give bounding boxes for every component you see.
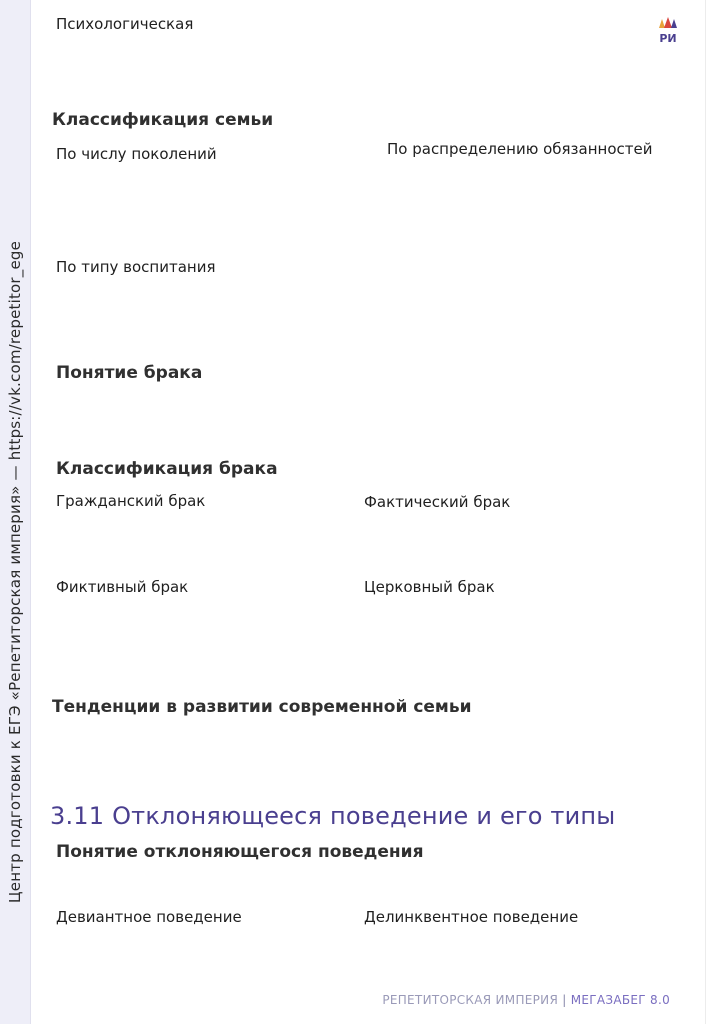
church-marriage-item: Церковный брак: [364, 578, 495, 596]
section-3-11-title: 3.11 Отклоняющееся поведение и его типы: [50, 802, 616, 830]
civil-marriage-item: Гражданский брак: [56, 492, 206, 510]
by-upbringing-item: По типу воспитания: [56, 258, 216, 276]
right-border-line: [705, 0, 706, 1024]
footer-brand: РЕПЕТИТОРСКАЯ ИМПЕРИЯ: [382, 993, 559, 1007]
crown-mid-icon: [664, 17, 672, 28]
marriage-concept-heading: Понятие брака: [56, 363, 203, 383]
delinquent-behavior-item: Делинквентное поведение: [364, 908, 579, 926]
deviant-behavior-item: Девиантное поведение: [56, 908, 242, 926]
by-generations-item: По числу поколений: [56, 145, 217, 163]
marriage-classification-heading: Классификация брака: [56, 459, 278, 479]
by-duties-item: По распределению обязанностей: [387, 140, 653, 158]
page-footer: [382, 993, 670, 1007]
family-classification-heading: Классификация семьи: [52, 110, 274, 130]
footer-event: МЕГАЗАБЕГ 8.0: [570, 993, 670, 1007]
repetitor-empire-logo: [655, 16, 681, 46]
sidebar-vertical-text: Центр подготовки к ЕГЭ «Репетиторская империя» — https://vk.com/repetitor_ege: [6, 240, 24, 904]
fictitious-marriage-item: Фиктивный брак: [56, 578, 189, 596]
footer-separator: |: [562, 993, 567, 1007]
crown-left-icon: [659, 19, 665, 28]
deviant-behavior-concept-heading: Понятие отклоняющегося поведения: [56, 842, 424, 862]
family-trends-heading: Тенденции в развитии современной семьи: [52, 697, 472, 717]
logo-text: РИ: [659, 32, 677, 45]
crown-right-icon: [671, 19, 677, 28]
sidebar-strip: [0, 0, 31, 1024]
factual-marriage-item: Фактический брак: [364, 493, 511, 511]
psychological-item: Психологическая: [56, 15, 194, 33]
